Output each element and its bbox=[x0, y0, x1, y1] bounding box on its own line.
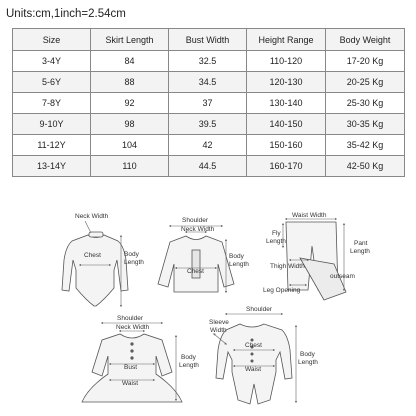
dress-bust-label: Bust bbox=[124, 364, 138, 371]
bodysuit-body-length-label-2: Length bbox=[124, 259, 144, 266]
cell-size: 3-4Y bbox=[13, 51, 91, 72]
cell-size: 13-14Y bbox=[13, 156, 91, 177]
romper-diagram bbox=[216, 324, 292, 404]
cell-height-range: 140-150 bbox=[247, 114, 326, 135]
cell-height-range: 160-170 bbox=[247, 156, 326, 177]
table-row bbox=[13, 135, 405, 156]
table-row bbox=[13, 72, 405, 93]
romper-body-length-label-2: Length bbox=[298, 359, 318, 366]
romper-waist-label: Waist bbox=[245, 366, 262, 373]
cell-body-weight: 35-42 Kg bbox=[326, 135, 405, 156]
cell-body-weight: 17-20 Kg bbox=[326, 51, 405, 72]
tshirt-diagram bbox=[158, 236, 234, 292]
cell-body-weight: 25-30 Kg bbox=[326, 93, 405, 114]
cell-size: 11-12Y bbox=[13, 135, 91, 156]
pants-leg-opening-label: Leg Opening bbox=[263, 287, 301, 294]
cell-body-weight: 20-25 Kg bbox=[326, 72, 405, 93]
bodysuit-diagram bbox=[62, 232, 128, 306]
table-row bbox=[13, 156, 405, 177]
bodysuit-body-length-label: Body bbox=[124, 251, 139, 258]
table-row bbox=[13, 51, 405, 72]
header-size: Size bbox=[13, 29, 91, 51]
romper-sleeve-width-label-2: Width bbox=[210, 327, 227, 334]
pants-pant-length-label-2: Length bbox=[350, 248, 370, 255]
cell-bust-width: 39.5 bbox=[169, 114, 247, 135]
romper-body-length-label: Body bbox=[300, 351, 315, 358]
cell-height-range: 120-130 bbox=[247, 72, 326, 93]
dress-shoulder-label: Shoulder bbox=[117, 315, 144, 322]
cell-bust-width: 44.5 bbox=[169, 156, 247, 177]
pants-fly-length-label-2: Length bbox=[266, 238, 286, 245]
cell-skirt-length: 98 bbox=[91, 114, 169, 135]
cell-skirt-length: 110 bbox=[91, 156, 169, 177]
romper-sleeve-width-label: Sleeve bbox=[209, 319, 229, 326]
cell-bust-width: 37 bbox=[169, 93, 247, 114]
tshirt-chest-label: Chest bbox=[187, 268, 204, 275]
pants-outseam-label: outseam bbox=[330, 273, 355, 280]
cell-height-range: 110-120 bbox=[247, 51, 326, 72]
cell-bust-width: 34.5 bbox=[169, 72, 247, 93]
cell-size: 5-6Y bbox=[13, 72, 91, 93]
measurement-diagrams bbox=[0, 200, 416, 416]
romper-chest-label: Chest bbox=[245, 342, 262, 349]
bodysuit-neck-width-label: Neck Width bbox=[75, 213, 109, 220]
pants-fly-length-label: Fly bbox=[272, 230, 281, 237]
cell-size: 9-10Y bbox=[13, 114, 91, 135]
cell-size: 7-8Y bbox=[13, 93, 91, 114]
pants-pant-length-label: Pant bbox=[354, 240, 368, 247]
dress-body-length-label-2: Length bbox=[179, 362, 199, 369]
cell-height-range: 130-140 bbox=[247, 93, 326, 114]
cell-bust-width: 42 bbox=[169, 135, 247, 156]
units-note: Units:cm,1inch=2.54cm bbox=[6, 8, 126, 20]
cell-body-weight: 30-35 Kg bbox=[326, 114, 405, 135]
cell-skirt-length: 84 bbox=[91, 51, 169, 72]
dress-neck-width-label: Neck Width bbox=[116, 324, 150, 331]
header-skirt-length: Skirt Length bbox=[91, 29, 169, 51]
header-bust-width: Bust Width bbox=[169, 29, 247, 51]
table-row bbox=[13, 93, 405, 114]
pants-waist-width-label: Waist Width bbox=[292, 212, 327, 219]
tshirt-neck-width-label: Neck Width bbox=[181, 226, 215, 233]
cell-skirt-length: 92 bbox=[91, 93, 169, 114]
dress-body-length-label: Body bbox=[181, 354, 196, 361]
bodysuit-chest-label: Chest bbox=[84, 252, 101, 259]
cell-skirt-length: 104 bbox=[91, 135, 169, 156]
pants-thigh-width-label: Thigh Width bbox=[270, 263, 305, 270]
table-header-row bbox=[13, 29, 405, 51]
cell-height-range: 150-160 bbox=[247, 135, 326, 156]
tshirt-shoulder-label: Shoulder bbox=[182, 217, 209, 224]
dress-waist-label: Waist bbox=[122, 380, 139, 387]
cell-body-weight: 42-50 Kg bbox=[326, 156, 405, 177]
tshirt-body-length-label: Body bbox=[229, 253, 244, 260]
size-chart-table bbox=[12, 28, 405, 177]
header-body-weight: Body Weight bbox=[326, 29, 405, 51]
header-height-range: Height Range bbox=[247, 29, 326, 51]
romper-shoulder-label: Shoulder bbox=[246, 306, 273, 313]
table-row bbox=[13, 114, 405, 135]
cell-skirt-length: 88 bbox=[91, 72, 169, 93]
tshirt-body-length-label-2: Length bbox=[229, 261, 249, 268]
cell-bust-width: 32.5 bbox=[169, 51, 247, 72]
